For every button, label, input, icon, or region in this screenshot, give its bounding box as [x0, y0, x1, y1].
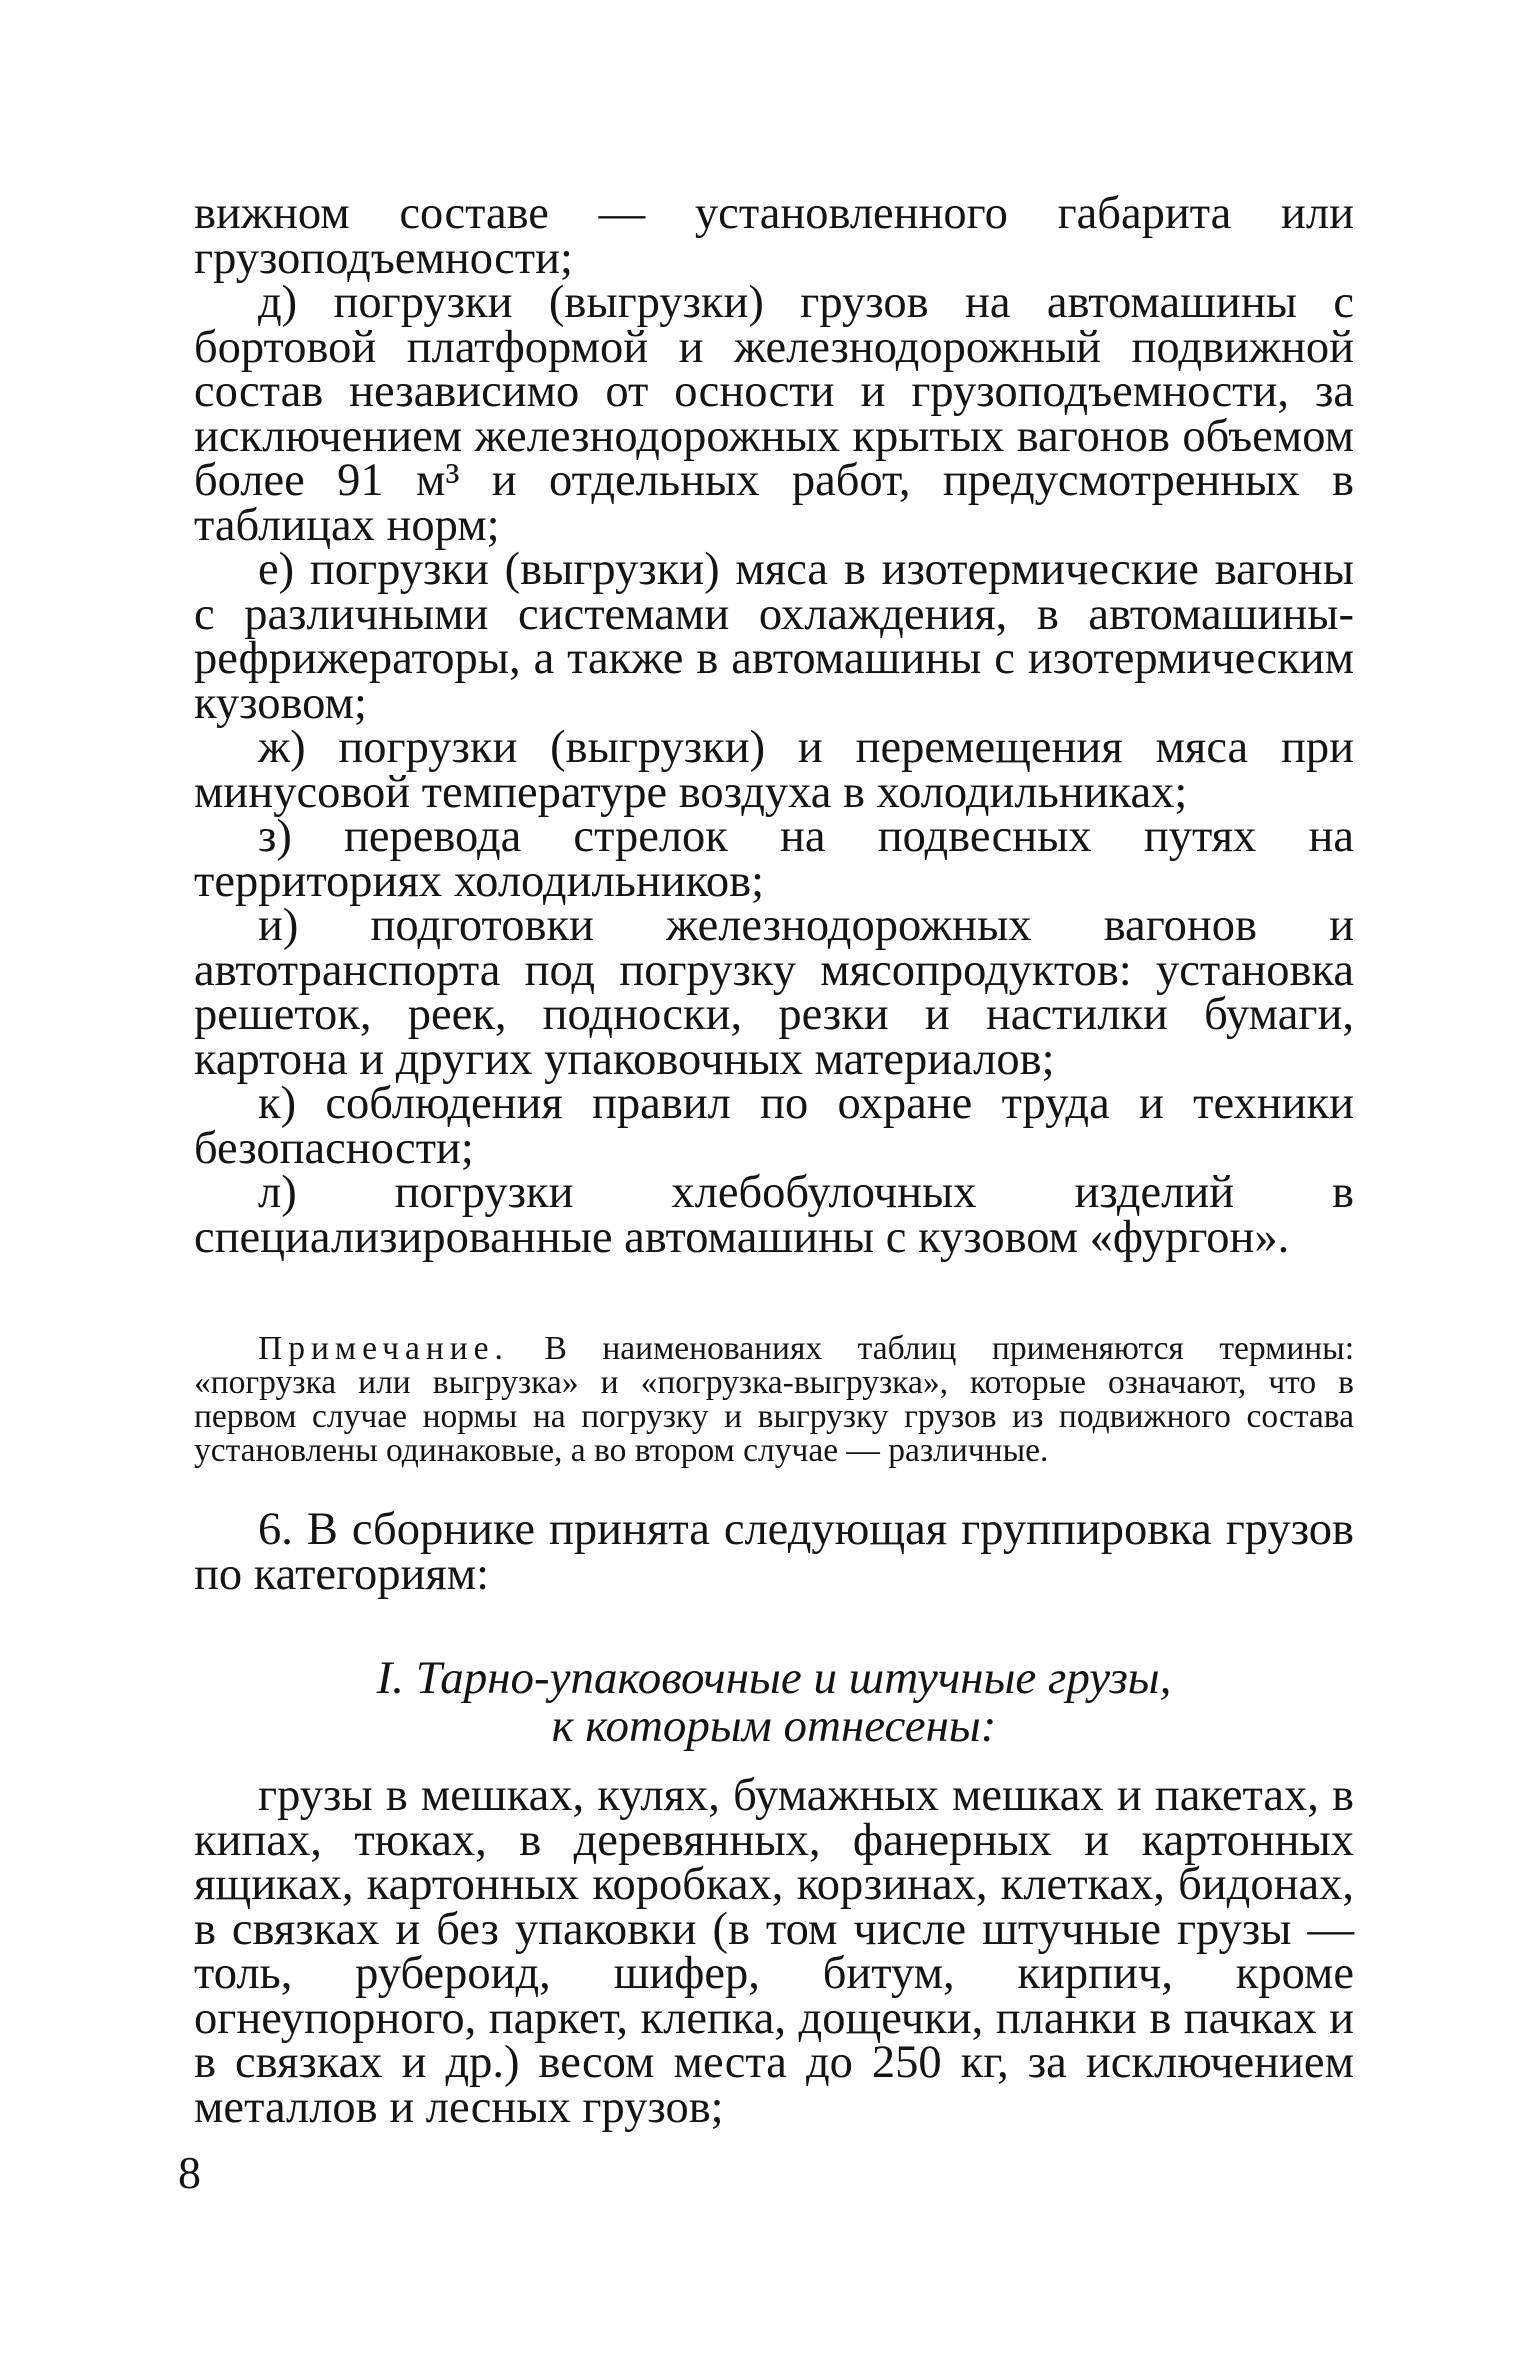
- list-item-k: к) соблюдения правил по охране труда и техники безопасности;: [194, 1078, 1354, 1174]
- note-text: В наименованиях таблиц применяются термины: «погрузка или выгрузка» и «погрузка-выгрузка», которые означают, что в первом случае нормы на погрузку и выгрузку грузов из подвижного состава установлены одинаковые, а во втором случае — различные.: [194, 1329, 1355, 1469]
- section-6-paragraph: [194, 1504, 1354, 1600]
- cargo-description: грузы в мешках, кулях, бумажных мешках и пакетах, в кипах, тюках, в деревянных, фанерных и картонных ящиках, картонных коробках, корзинах, клетках, бидонах, в связках и без упаковки (в том числе штучные грузы — толь, рубероид, шифер, битум, кирпич, кроме огнеупорного, паркет, клепка, дощечки, планки в пачках и в связках и др.) весом места до 250 кг, за исключением металлов и лесных грузов;: [194, 1770, 1354, 2133]
- list-item-e: е) погрузки (выгрузки) мяса в изотермические вагоны с различными системами охлаждения, в автомашины-рефрижераторы, а также в автомашины с изотермическим кузовом;: [194, 544, 1354, 729]
- text-line-continuation: вижном составе — установленного габарита или грузоподъемности;: [194, 188, 1354, 284]
- list-item-zh: ж) погрузки (выгрузки) и перемещения мяса при минусовой температуре воздуха в холодильниках;: [194, 722, 1354, 818]
- list-item-l: л) погрузки хлебобулочных изделий в специализированные автомашины с кузовом «фургон».: [194, 1167, 1354, 1263]
- section-6-text: 6. В сборнике принята следующая группировка грузов по категориям:: [194, 1504, 1354, 1600]
- main-text-block: [194, 188, 1354, 1263]
- cargo-description-block: [194, 1770, 1354, 2133]
- heading-line-2: к которым отнесены:: [551, 1700, 997, 1752]
- heading-line-1: I. Тарно-упаковочные и штучные грузы,: [376, 1652, 1172, 1704]
- page-number: 8: [178, 2147, 201, 2198]
- list-item-i: и) подготовки железнодорожных вагонов и автотранспорта под погрузку мясопродуктов: установка решеток, реек, подноски, резки и настилки бумаги, картона и других упаковочных материалов;: [194, 900, 1354, 1085]
- list-item-d: д) погрузки (выгрузки) грузов на автомашины с бортовой платформой и железнодорожный подвижной состав независимо от осности и грузоподъемности, за исключением железнодорожных крытых вагонов объемом более 91 м³ и отдельных работ, предусмотренных в таблицах норм;: [194, 277, 1354, 551]
- category-heading: [194, 1654, 1354, 1750]
- list-item-z: з) перевода стрелок на подвесных путях на территориях холодильников;: [194, 811, 1354, 907]
- note-paragraph: [194, 1329, 1355, 1469]
- note-label: Примечание.: [258, 1329, 509, 1367]
